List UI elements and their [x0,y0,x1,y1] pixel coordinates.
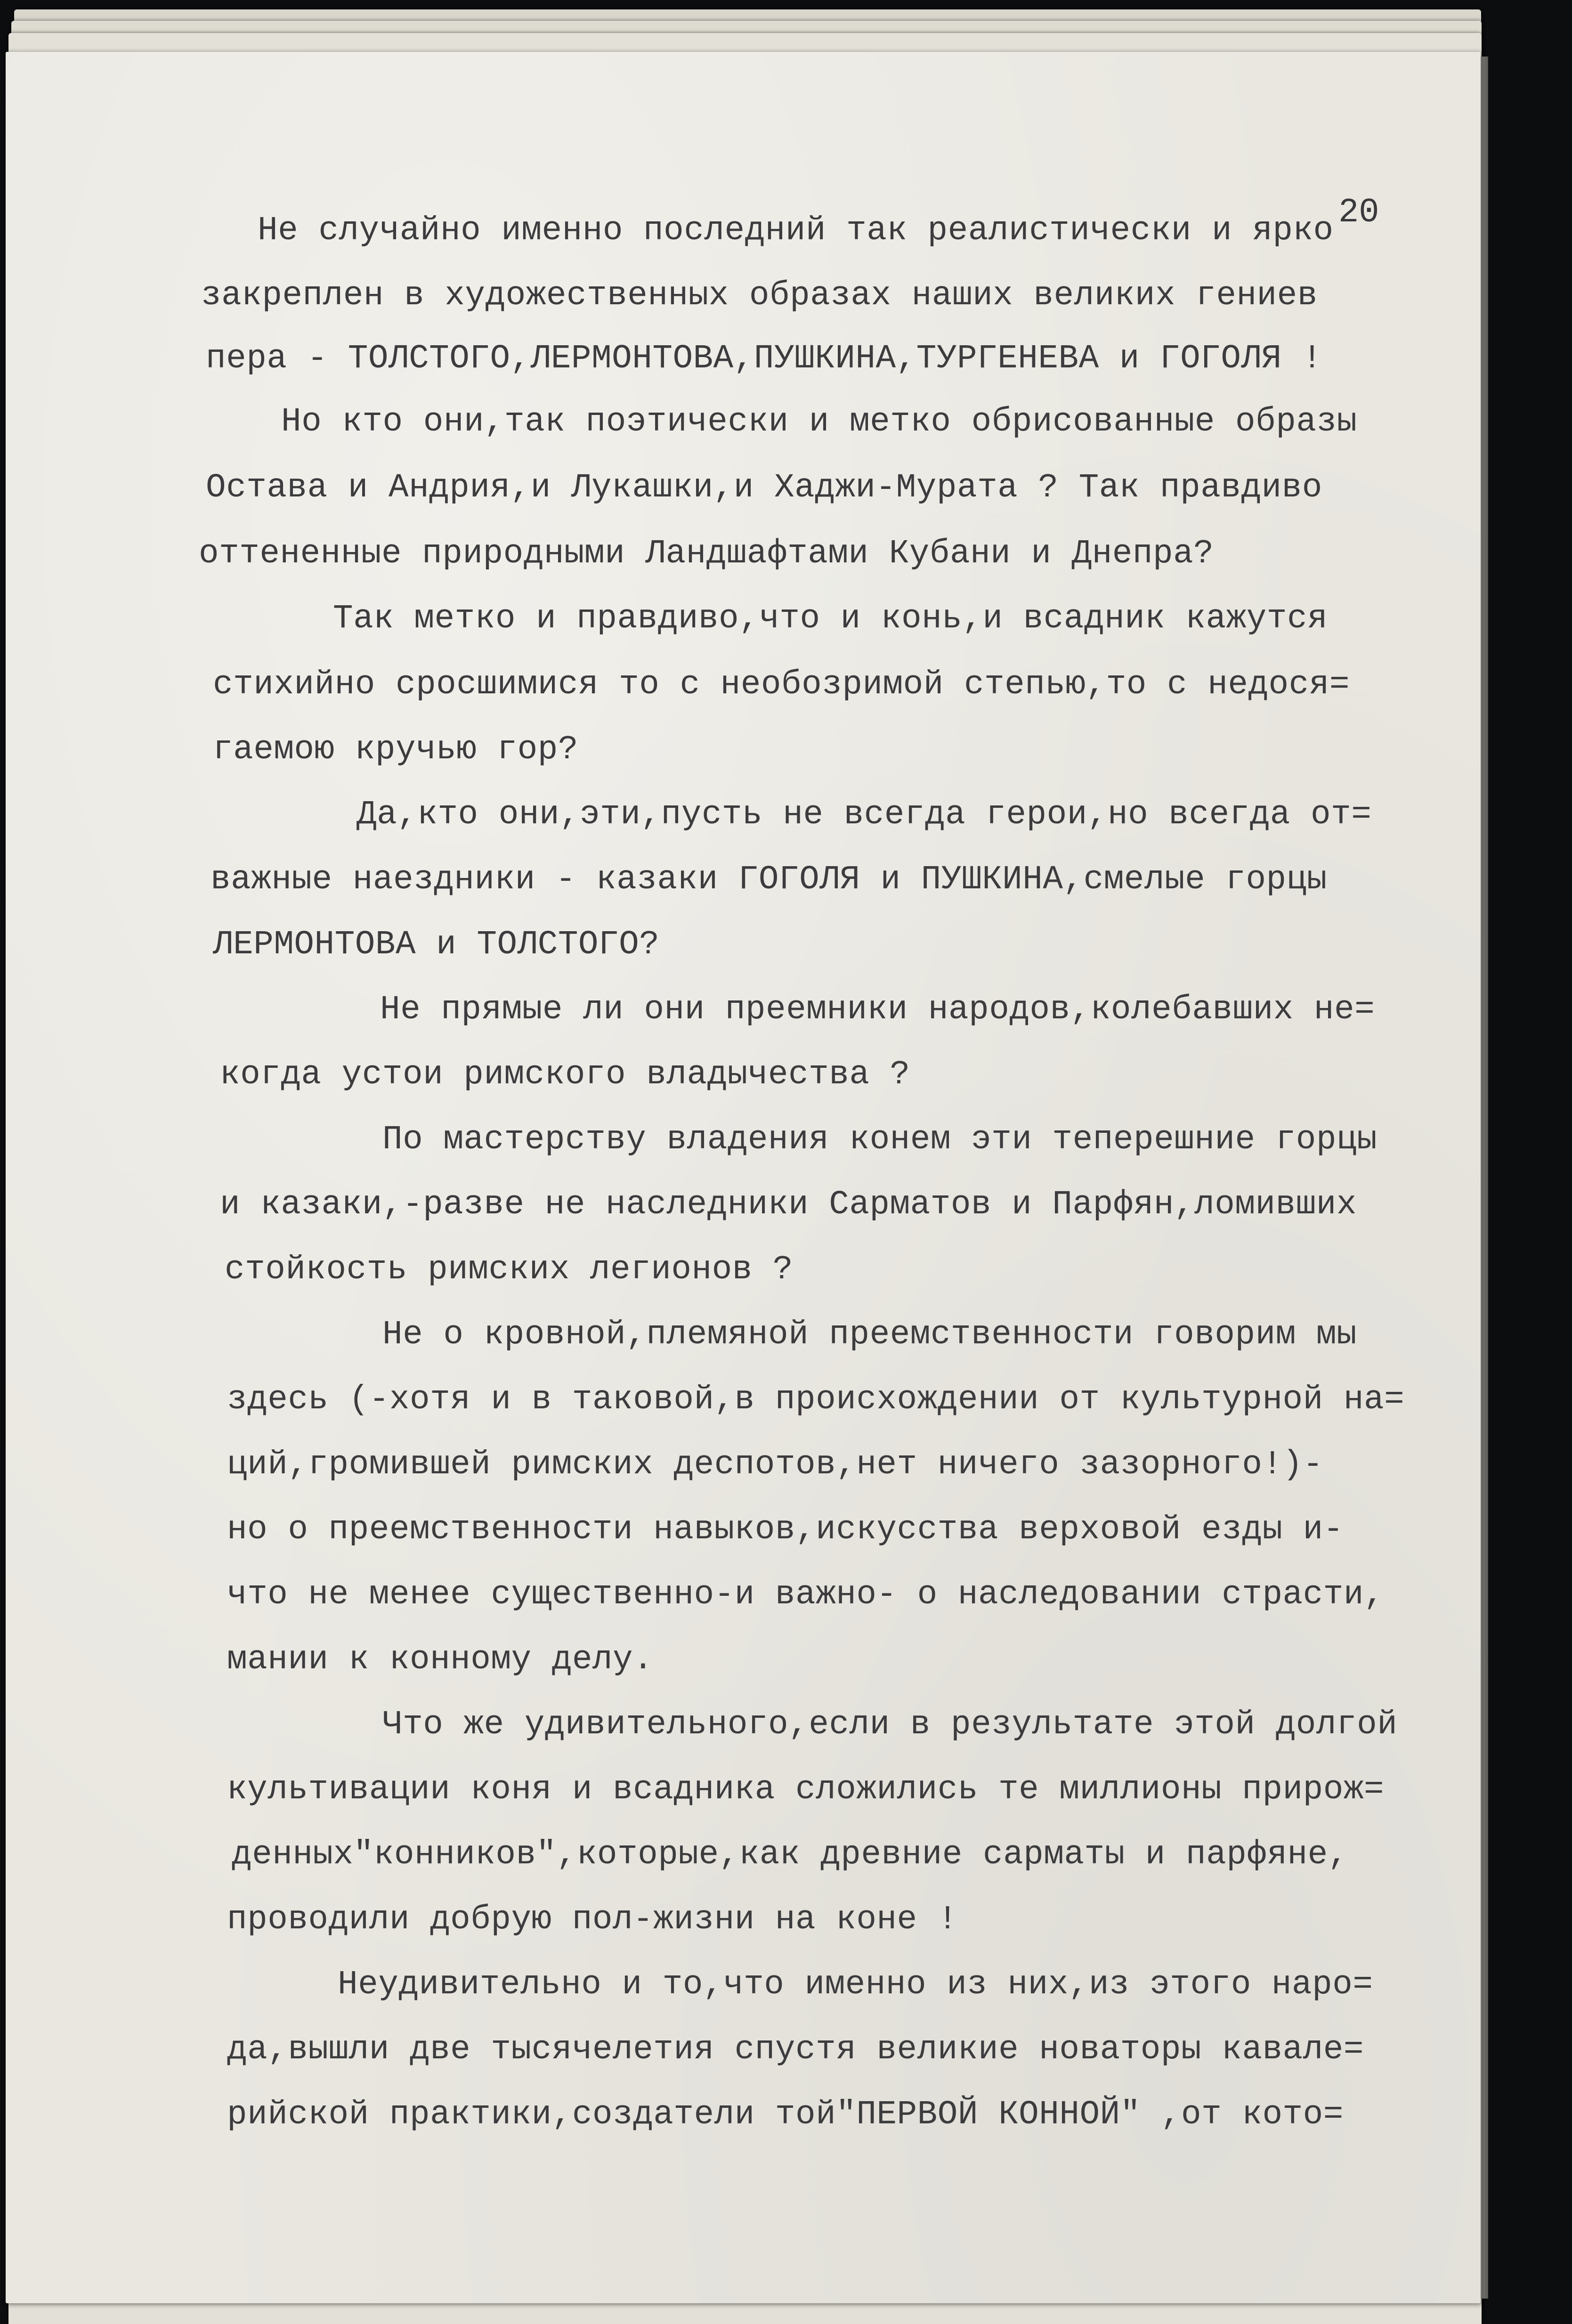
text-line: важные наездники - казаки ГОГОЛЯ и ПУШКИНА,смелые горцы [211,861,1327,899]
text-line: Не случайно именно последний так реалистически и ярко [258,212,1334,250]
text-line: что не менее существенно-и важно- о наследовании страсти, [227,1576,1385,1614]
text-line: рийской практики,создатели той"ПЕРВОЙ КОННОЙ" ,от кото= [227,2096,1344,2134]
text-line: но о преемственности навыков,искусства верховой езды и- [227,1511,1344,1549]
text-line: Не прямые ли они преемники народов,колебавших не= [380,991,1375,1029]
text-line: Неудивительно и то,что именно из них,из этого наро= [338,1966,1373,2004]
text-line: Но кто они,так поэтически и метко обрисованные образы [281,403,1357,441]
text-line: Да,кто они,эти,пусть не всегда герои,но всегда от= [357,796,1372,834]
text-line: Что же удивительного,если в результате этой долгой [382,1706,1398,1744]
text-line: Остава и Андрия,и Лукашки,и Хаджи-Мурата ? Так правдиво [206,469,1322,507]
text-line: ЛЕРМОНТОВА и ТОЛСТОГО? [213,926,660,964]
text-line: денных"конников",которые,как древние сарматы и парфяне, [232,1836,1348,1874]
text-line: культивации коня и всадника сложились те миллионы прирож= [227,1771,1385,1809]
text-line: и казаки,-разве не наследники Сарматов и Парфян,ломивших [220,1186,1357,1224]
page-body [6,52,1481,2303]
text-line: ций,громившей римских деспотов,нет ничего зазорного!)- [227,1446,1323,1484]
text-line: когда устои римского владычества ? [220,1056,910,1094]
text-line: гаемою кручью гор? [213,731,578,769]
text-line: здесь (-хотя и в таковой,в происхождении от культурной на= [227,1381,1405,1419]
text-line: Не о кровной,племяной преемственности говорим мы [382,1316,1357,1354]
text-line: закреплен в художественных образах наших великих гениев [201,277,1318,315]
text-line: Так метко и правдиво,что и конь,и всадник кажутся [333,600,1328,638]
text-line: да,вышли две тысячелетия спустя великие новаторы кавале= [227,2031,1364,2069]
text-line: проводили добрую пол-жизни на коне ! [227,1901,958,1939]
text-line: пера - ТОЛСТОГО,ЛЕРМОНТОВА,ПУШКИНА,ТУРГЕНЕВА и ГОГОЛЯ ! [206,340,1322,378]
text-line: По мастерству владения конем эти теперешние горцы [382,1121,1378,1159]
typewritten-page [6,52,1481,2303]
page-number: 20 [1338,193,1379,232]
text-line: оттененные природными Ландшафтами Кубани и Днепра? [199,535,1214,573]
text-line: стихийно сросшимися то с необозримой степью,то с недося= [213,666,1350,704]
text-line: стойкость римских легионов ? [225,1251,793,1289]
text-line: мании к конному делу. [227,1641,654,1679]
